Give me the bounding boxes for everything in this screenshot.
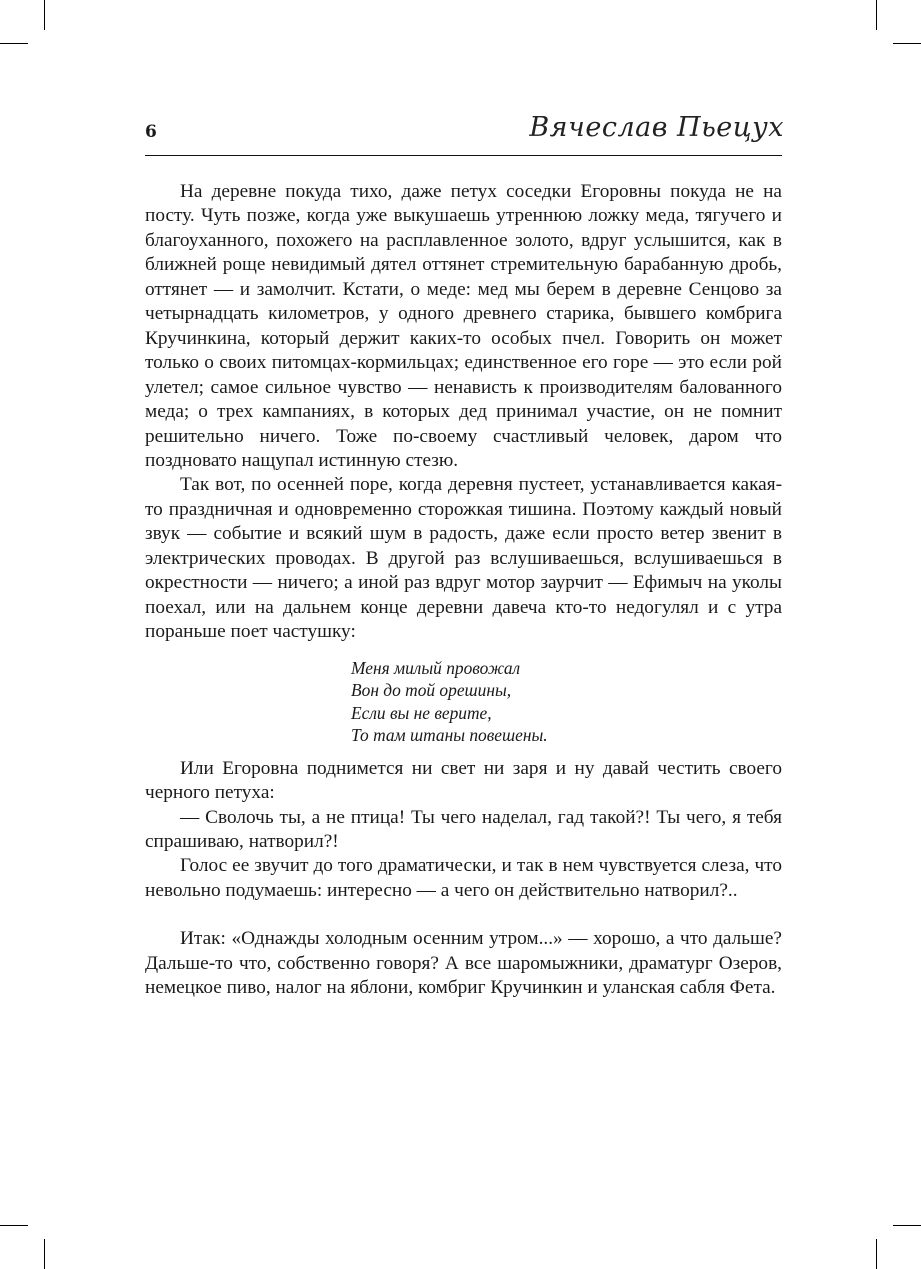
crop-mark bbox=[0, 1225, 28, 1226]
verse-line: То там штаны повешены. bbox=[351, 725, 548, 746]
verse-line: Если вы не верите, bbox=[351, 702, 492, 723]
crop-mark bbox=[893, 1225, 921, 1226]
paragraph: Голос ее звучит до того драматически, и так в нем чувствуется слеза, что невольно подумаешь: интересно — а чего он действительно натворил?.. bbox=[145, 855, 782, 901]
paragraph: Итак: «Однажды холодным осенним утром...» — хорошо, а что дальше? Дальше-то что, собственно говоря? А все шаромыжники, драматург Озеров, немецкое пиво, налог на яблони, комбриг Кручинкин и уланская сабля Фета. bbox=[145, 928, 782, 999]
running-head-author: Вячеслав Пьецух bbox=[529, 112, 784, 143]
crop-mark bbox=[876, 1239, 877, 1269]
dialogue-line: — Сволочь ты, а не птица! Ты чего наделал, гад такой?! Ты чего, я тебя спрашиваю, натворил?! bbox=[145, 806, 782, 852]
paragraph: Или Егоровна поднимется ни свет ни заря и ну давай честить своего черного петуха: bbox=[145, 757, 782, 804]
crop-mark bbox=[0, 43, 28, 44]
crop-mark bbox=[44, 0, 45, 30]
crop-mark bbox=[893, 43, 921, 44]
crop-mark bbox=[44, 1239, 45, 1269]
verse-line: Меня милый провожал bbox=[351, 657, 521, 678]
page-body bbox=[145, 180, 782, 1001]
page-number: 6 bbox=[145, 122, 157, 142]
paragraph: На деревне покуда тихо, даже петух соседки Егоровны покуда не на посту. Чуть позже, когда уже выкушаешь утреннюю ложку меда, тягучего и благоуханного, похожего на расплавленное золото, вдруг услышится, как в ближней роще невидимый дятел оттянет стремительную барабанную дробь, оттянет — и замолчит. Кстати, о меде: мед мы берем в деревне Сенцово за четырнадцать километров, у одного древнего старика, бывшего комбрига Кручинкина, который держит каких-то особых пчел. Говорить он может только о своих питомцах-кормильцах; единственное его горе — это если рой улетел; самое сильное чувство — ненависть к производителям балованного меда; о трех кампаниях, в которых дед принимал участие, он не помнит решительно ничего. Тоже по-своему счастливый человек, даром что поздновато нащупал истинную стезю. bbox=[145, 181, 782, 471]
verse-line: Вон до той орешины, bbox=[351, 680, 512, 701]
header-divider bbox=[145, 155, 782, 156]
paragraph: Так вот, по осенней поре, когда деревня пустеет, устанавливается какая-то праздничная и одновременно сторожкая тишина. Поэтому каждый новый звук — событие и всякий шум в радость, даже если просто ветер звенит в электрических проводах. В другой раз вслушиваешься, вслушиваешься в окрестности — ничего; а иной раз вдруг мотор заурчит — Ефимыч на уколы поехал, или на дальнем конце деревни давеча кто-то недогулял и с утра пораньше поет частушку: bbox=[145, 474, 782, 643]
crop-mark bbox=[876, 0, 877, 30]
verse-quote bbox=[351, 657, 782, 747]
